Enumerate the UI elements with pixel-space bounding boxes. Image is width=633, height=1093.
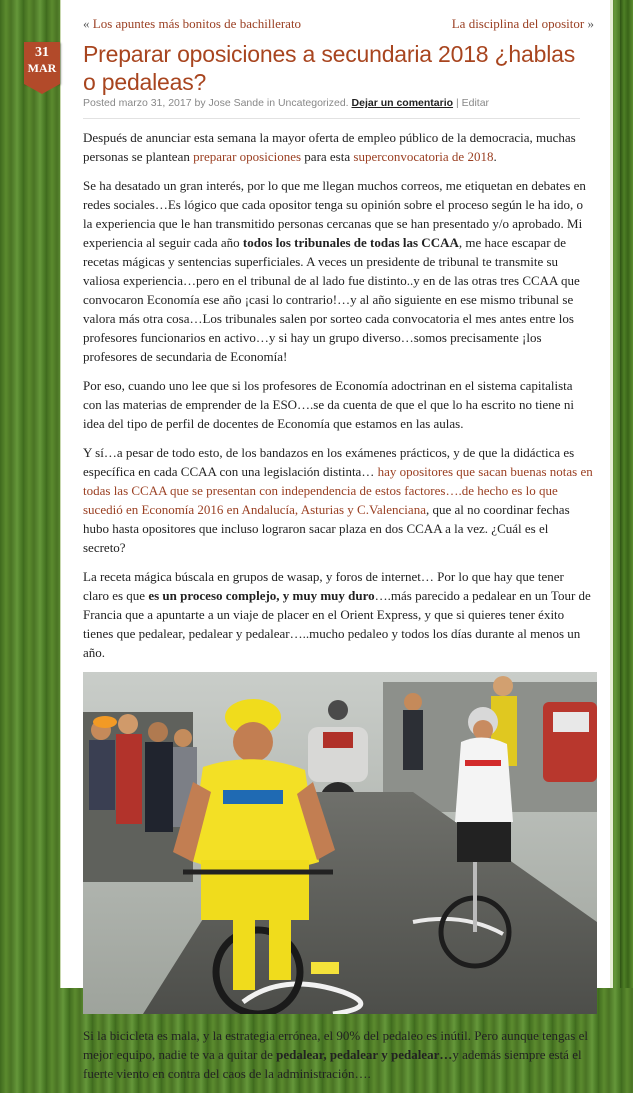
- paragraph-text: , me hace escapar de recetas mágicas y sentencias superficiales. A veces un presidente de tribunal te transmite su valiosa experiencia…pero en el tribunal de al lado fue distinto..y en de las otras tres CCAA que convocaron Economía ese año ¡casi lo contrario!…y al año siguiente en ese mismo tribunal se valora más otra cosa…Los tribunales salen por sorteo cada convocatoria el mes antes entre los profesores funcionarios en activo…y si hay un grupo diverso…somos precisamente ¡los profesores de secundaria de Economía!: [83, 235, 580, 364]
- next-post-label[interactable]: La disciplina del opositor: [451, 16, 585, 31]
- next-post-link[interactable]: [452, 16, 594, 32]
- post-meta: [83, 97, 593, 109]
- leave-comment-link[interactable]: Dejar un comentario: [351, 97, 454, 109]
- post-title[interactable]: Preparar oposiciones a secundaria 2018 ¿hablas o pedaleas?: [83, 41, 576, 95]
- previous-post-link[interactable]: [83, 16, 301, 32]
- paragraph-1: [83, 128, 593, 166]
- edit-link[interactable]: Editar: [461, 97, 490, 109]
- title-divider: [83, 118, 580, 119]
- post-meta-text: Posted marzo 31, 2017 by Jose Sande in Uncategorized.: [83, 97, 349, 109]
- next-arrow-icon: »: [587, 16, 594, 31]
- paragraph-3: Por eso, cuando uno lee que si los profesores de Economía adoctrinan en el sistema capitalista con las materias de emprender de la ESO….se da cuenta de que el que lo ha escrito no tiene ni idea del tipo de perfil de docentes de Economía que estamos en las aulas.: [83, 378, 574, 431]
- highlighted-text: hay opositores que sacan buenas notas en todas las CCAA que se presentan con independencia de estos factores….de hecho es lo que sucedió en Economía 2016 en Andalucía, Asturias y C.Valenciana: [83, 464, 593, 517]
- meta-separator: |: [455, 97, 459, 109]
- date-badge: [24, 42, 60, 84]
- bold-text: es un proceso complejo, y muy muy duro: [148, 588, 375, 603]
- post-page: [27, 0, 613, 1081]
- bold-text: pedalear, pedalear y pedalear…: [276, 1047, 453, 1062]
- date-month: MAR: [27, 61, 57, 75]
- cyclists-illustration: [83, 672, 597, 1014]
- background-stripe-right: [620, 0, 633, 988]
- paragraph-text: .: [493, 149, 497, 164]
- date-day: 31: [35, 45, 49, 60]
- cyclists-photo: [83, 672, 597, 1014]
- superconvocatoria-link[interactable]: superconvocatoria de 2018: [353, 149, 494, 164]
- paragraph-text: , que al no coordinar fechas hubo hasta opositores que incluso lograron sacar plaza en dos CCAA a la vez. ¿Cuál es el secreto?: [83, 502, 570, 555]
- paragraph-text: Se ha desatado un gran interés, por lo que me llegan muchos correos, me etiquetan en debates en redes sociales…Es lógico que cada opositor tenga su opinión sobre el proceso según le ha ido, o la experiencia que le han transmitido personas cercanas que se han presentado y/o aprobado. Mi experiencia al seguir cada año: [83, 178, 586, 250]
- post-navigation: [83, 16, 594, 34]
- paragraph-text: La receta mágica búscala en grupos de wasap, y foros de internet… Por lo que hay que tener claro es que: [83, 569, 564, 603]
- paragraph-text: Después de anunciar esta semana la mayor oferta de empleo público de la democracia, muchas personas se plantean: [83, 130, 576, 164]
- paragraph-text: ….más parecido a pedalear en un Tour de Francia que a apuntarte a un viaje de placer en el Orient Express, y que si quieres tener éxito tienes que pedalear, pedalear y pedalear…..mucho pedaleo y todos los días durante al menos un año.: [83, 588, 591, 660]
- paragraph-text: Y sí…a pesar de todo esto, de los bandazos en los exámenes prácticos, y de que la didáctica es específica en cada CCAA con una legislación distinta…: [83, 445, 575, 479]
- paragraph-5: [83, 567, 593, 662]
- previous-arrow-icon: «: [83, 16, 90, 31]
- paragraph-6: [83, 1026, 593, 1083]
- paragraph-4: [83, 443, 593, 557]
- paragraph-text: para esta: [301, 149, 354, 164]
- paragraph-2: [83, 176, 593, 366]
- post-content: [83, 128, 593, 1093]
- crowd-left: [83, 712, 197, 882]
- bold-text: todos los tribunales de todas las CCAA: [242, 235, 459, 250]
- previous-post-label[interactable]: Los apuntes más bonitos de bachillerato: [92, 16, 302, 31]
- paragraph-text: Si la bicicleta es mala, y la estrategia errónea, el 90% del pedaleo es inútil. Pero aunque tengas el mejor equipo, nadie te va a quitar de: [83, 1028, 589, 1062]
- paragraph-text: y además siempre está el fuerte viento en contra del caos de la administración….: [83, 1047, 582, 1081]
- preparar-oposiciones-link[interactable]: preparar oposiciones: [193, 149, 302, 164]
